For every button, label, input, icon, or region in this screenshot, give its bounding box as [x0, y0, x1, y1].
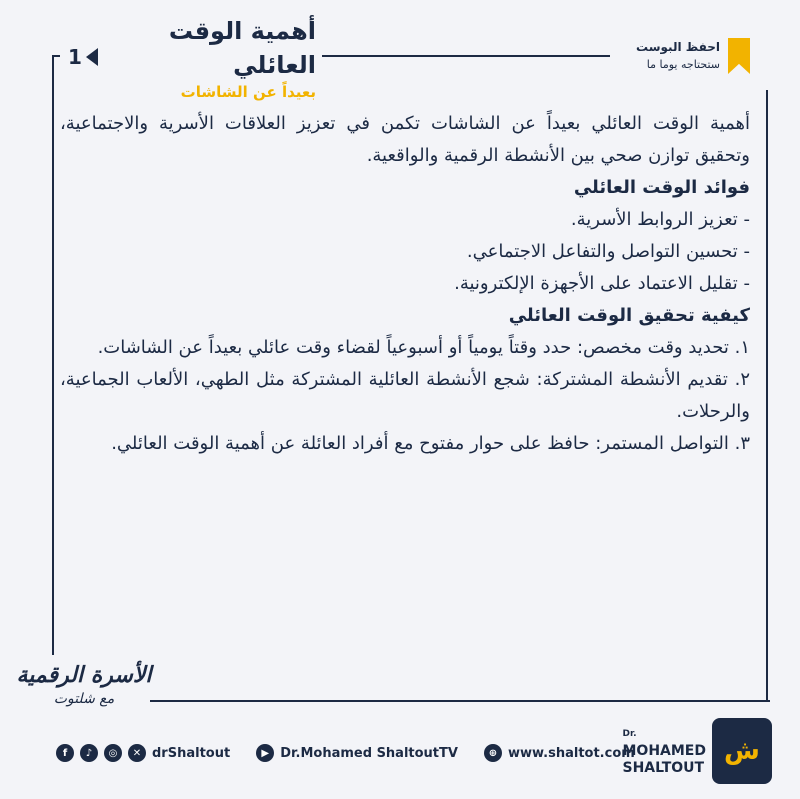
bookmark-icon[interactable]	[728, 38, 750, 74]
author-logo-icon: ش	[712, 718, 772, 784]
howto-heading: كيفية تحقيق الوقت العائلي	[508, 305, 750, 326]
save-post-title: احفظ البوست	[636, 40, 720, 54]
tiktok-icon[interactable]: ♪	[80, 744, 98, 762]
title-block	[100, 14, 322, 102]
brand-logo	[14, 662, 154, 722]
page-title: أهمية الوقت العائلي	[168, 17, 316, 79]
howto-item: ١. تحديد وقت مخصص: حدد وقتاً يومياً أو أسبوعياً لقضاء وقت عائلي بعيداً عن الشاشات.	[97, 337, 750, 358]
save-post-block[interactable]	[610, 36, 750, 76]
facebook-icon[interactable]: f	[56, 744, 74, 762]
brand-logo-subtitle: مع شلتوت	[53, 691, 115, 707]
globe-icon[interactable]: ⊕	[484, 744, 502, 762]
benefits-heading: فوائد الوقت العائلي	[573, 177, 750, 198]
author-name	[622, 726, 706, 777]
save-post-subtitle: ستحتاجه يوما ما	[646, 58, 720, 71]
benefit-item: - تعزيز الروابط الأسرية.	[570, 209, 750, 230]
website-link[interactable]: www.shaltot.com	[507, 745, 635, 761]
article-body	[60, 108, 750, 460]
howto-item: ٢. تقديم الأنشطة المشتركة: شجع الأنشطة العائلية المشتركة مثل الطهي، الألعاب الجماعية، والرحلات.	[60, 369, 750, 422]
instagram-icon[interactable]: ◎	[104, 744, 122, 762]
frame-line	[150, 700, 770, 702]
social-handle[interactable]: drShaltout	[152, 745, 231, 761]
author-title: Dr.	[622, 728, 637, 739]
howto-item: ٣. التواصل المستمر: حافظ على حوار مفتوح مع أفراد العائلة عن أهمية الوقت العائلي.	[111, 433, 750, 454]
chevron-left-icon	[86, 48, 98, 66]
page-number: 1	[68, 45, 82, 69]
benefit-item: - تقليل الاعتماد على الأجهزة الإلكترونية.	[454, 273, 750, 294]
intro-paragraph: أهمية الوقت العائلي بعيداً عن الشاشات تكمن في تعزيز العلاقات الأسرية والاجتماعية، وتحقيق توازن صحي بين الأنشطة الرقمية والواقعية.	[60, 113, 750, 166]
page-subtitle: بعيداً عن الشاشات	[180, 83, 316, 101]
benefit-item: - تحسين التواصل والتفاعل الاجتماعي.	[466, 241, 750, 262]
youtube-icon[interactable]: ▶	[256, 744, 274, 762]
frame-line	[52, 55, 54, 655]
footer-links	[56, 742, 635, 764]
author-block	[622, 716, 772, 786]
save-post-text	[636, 38, 720, 74]
author-first-name: MOHAMED	[622, 742, 706, 759]
frame-line	[766, 90, 768, 700]
frame-line	[320, 55, 620, 57]
brand-logo-title: الأسرة الرقمية	[16, 663, 152, 688]
x-icon[interactable]: ✕	[128, 744, 146, 762]
tv-channel-link[interactable]: Dr.Mohamed ShaltoutTV	[280, 745, 458, 761]
author-last-name: SHALTOUT	[622, 759, 705, 776]
